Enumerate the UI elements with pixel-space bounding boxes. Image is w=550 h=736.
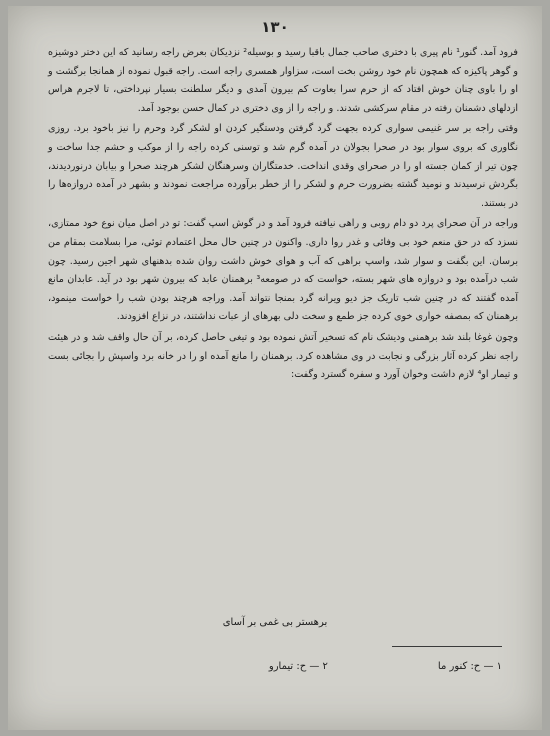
footnotes: [32, 661, 502, 672]
page-number: ۱۳۰: [261, 18, 289, 36]
paragraph: وچون غوغا بلند شد برهمنی ودیشک نام که تسخیر آتش نموده بود و تیغی حاصل کرده، بر آن حال واقف شد و در هیئت راجه نظر کرده آثار بزرگی و نجابت در وی مشاهده کرد. برهمنان را مانع آمده او را در خانه برد واسپش را بجائی بست و تیمار او⁴ لازم داشت وخوان آورد و سفره گسترد وگفت:: [48, 331, 518, 381]
paragraph: وراجه در آن صحرای پرد دو دام روبی و راهی نیافته فرود آمد و در گوش اسپ گفت: تو در اصل میان نوع خود ممتازی، نسزد که در حق منعم خود بی وفائی و غدر روا داری. واکنون در چنین حال محل اعتمادم توئی، مرا بسلامت بمقام من برسان. این بگفت و سوار شد، واسپ براهی که آب و هوای خوش داشت روان شده بدهنهای شهر اجین رسید. چون شب درآمده بود و دروازه های شهر بسته، خواست که در صومعه³ برهمنان عابد که بیرون شهر بود در آید. عابدان مانع آمده گفتند که در چنین شب تاریک جز دیو ویرانه گرد بمنجا نتواند آمد. وراجه هرچند بودن شب را خواست مینمود، برهمنان که بمصفه خواری خوی کرده جز طمع و سخت دلی بهرهای از عبات نداشتند، در نزاع افزودند.: [48, 218, 518, 323]
manuscript-page: [8, 6, 542, 730]
footnote: ۲ — ح: تیمارو: [268, 661, 328, 672]
footnote-divider: [392, 646, 502, 647]
body-text: [48, 44, 518, 385]
verse-line: برهستر بی غمی بر آسای: [222, 617, 328, 628]
paragraph: وقتی راجه بر سر غنیمی سواری کرده بجهت گرد گرفتن ودستگیر کردن او لشکر گرد وحرم را نیز باخود برد. روزی نگاوری که بروی سوار بود در صحرا بجولان در آمده گرم شد و توسنی کرده راجه را از موکب و حشم جدا ساخت و چون تیر از کمان جسته او را در صحرای وقدی انداخت. خدمتگاران وسرهنگان لشکر هرچند صحرا و بیابان درنوردیدند، بگردش نرسیدند و نومید گشته بضرورت حرم و لشکر را از خطر برآورده مراجعت نمودند و بشهر در آمده دروازه‌ها را در بستند.: [48, 123, 518, 209]
footnote: ۱ — ح: کنور ما: [437, 661, 502, 672]
paragraph: فرود آمد. گنور¹ نام پیری با دختری صاحب جمال باقبا رسید و بوسیله² نزدیکان بعرض راجه رسانید که این دختر دوشیزه و گوهر پاکیزه که همچون نام خود روشن بخت است، سزاوار همسری راجه است. راجه قبول نموده از همانجا برگشت و او را باوی چنان خوش افتاد که از حرم سرا بعاوت کم بیرون آمدی و دیگر سلطنت بسیار نپرداختی، تا لاجرم هراس ازدلهای دشمنان رفته در مقام سرکشی شدند. و راجه را از وی دختری در کمال حسن بوجود آمد.: [48, 47, 519, 114]
